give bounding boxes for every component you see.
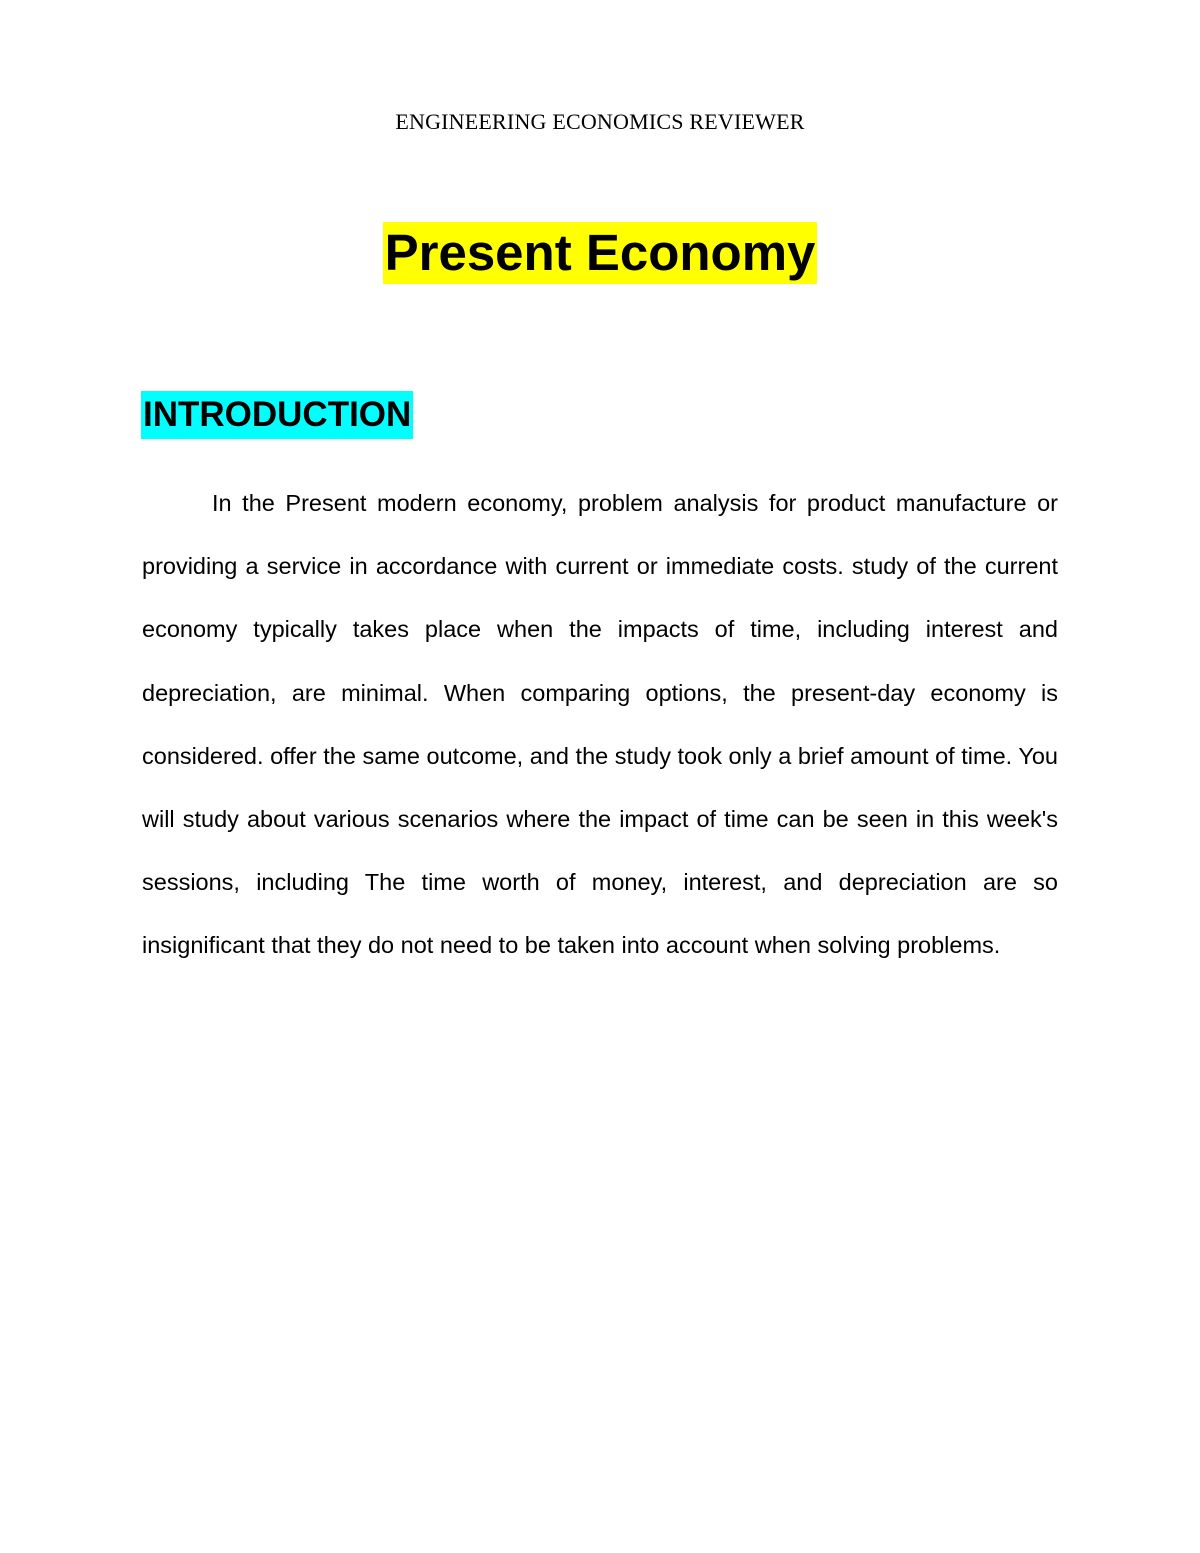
title-block [0, 222, 1200, 284]
section-heading: INTRODUCTION [141, 391, 413, 439]
running-header: ENGINEERING ECONOMICS REVIEWER [395, 109, 805, 134]
document-title: Present Economy [383, 222, 818, 284]
body-paragraph: In the Present modern economy, problem analysis for product manufacture or providing a service in accordance with current or immediate costs. study of the current economy typically takes place when the impacts of time, including interest and depreciation, are minimal. When comparing options, the present-day economy is considered. offer the same outcome, and the study took only a brief amount of time. You will study about various scenarios where the impact of time can be seen in this week's sessions, including The time worth of money, interest, and depreciation are so insignificant that they do not need to be taken into account when solving problems. [142, 490, 1058, 959]
